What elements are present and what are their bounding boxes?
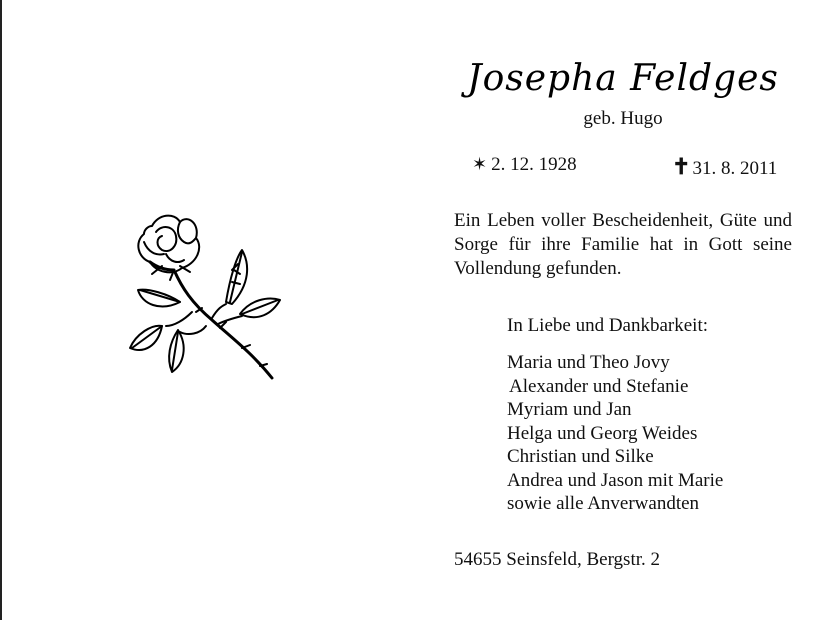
address: 54655 Seinsfeld, Bergstr. 2 <box>454 549 661 570</box>
page-border <box>0 0 2 620</box>
cross-icon: ✝ <box>672 154 691 179</box>
thanks-line: In Liebe und Dankbarkeit: <box>507 315 709 336</box>
death-date: 31. 8. 2011 <box>692 158 778 179</box>
mourner-item: Helga und Georg Weides <box>507 422 698 444</box>
rose-icon <box>122 208 284 386</box>
death-date-line <box>672 154 777 180</box>
star-icon: ✶ <box>472 154 488 174</box>
deceased-name: Josepha Feldges <box>467 58 779 99</box>
mourner-item: Christian und Silke <box>507 446 654 467</box>
mourner-item: Maria und Theo Jovy <box>507 352 670 373</box>
epitaph-text: Ein Leben voller Bescheidenheit, Güte und Sorge für ihre Familie hat in Gott seine Vollendung gefunden. <box>454 210 792 279</box>
mourner-item: sowie alle Anverwandten <box>507 493 700 514</box>
birth-date-line <box>472 154 577 176</box>
birth-date: 2. 12. 1928 <box>491 154 577 175</box>
mourner-item: Andrea und Jason mit Marie <box>507 469 724 491</box>
maiden-name: geb. Hugo <box>583 108 663 129</box>
mourner-item: Alexander und Stefanie <box>509 375 689 397</box>
mourner-item: Myriam und Jan <box>507 399 632 420</box>
mourners-list <box>507 351 723 516</box>
